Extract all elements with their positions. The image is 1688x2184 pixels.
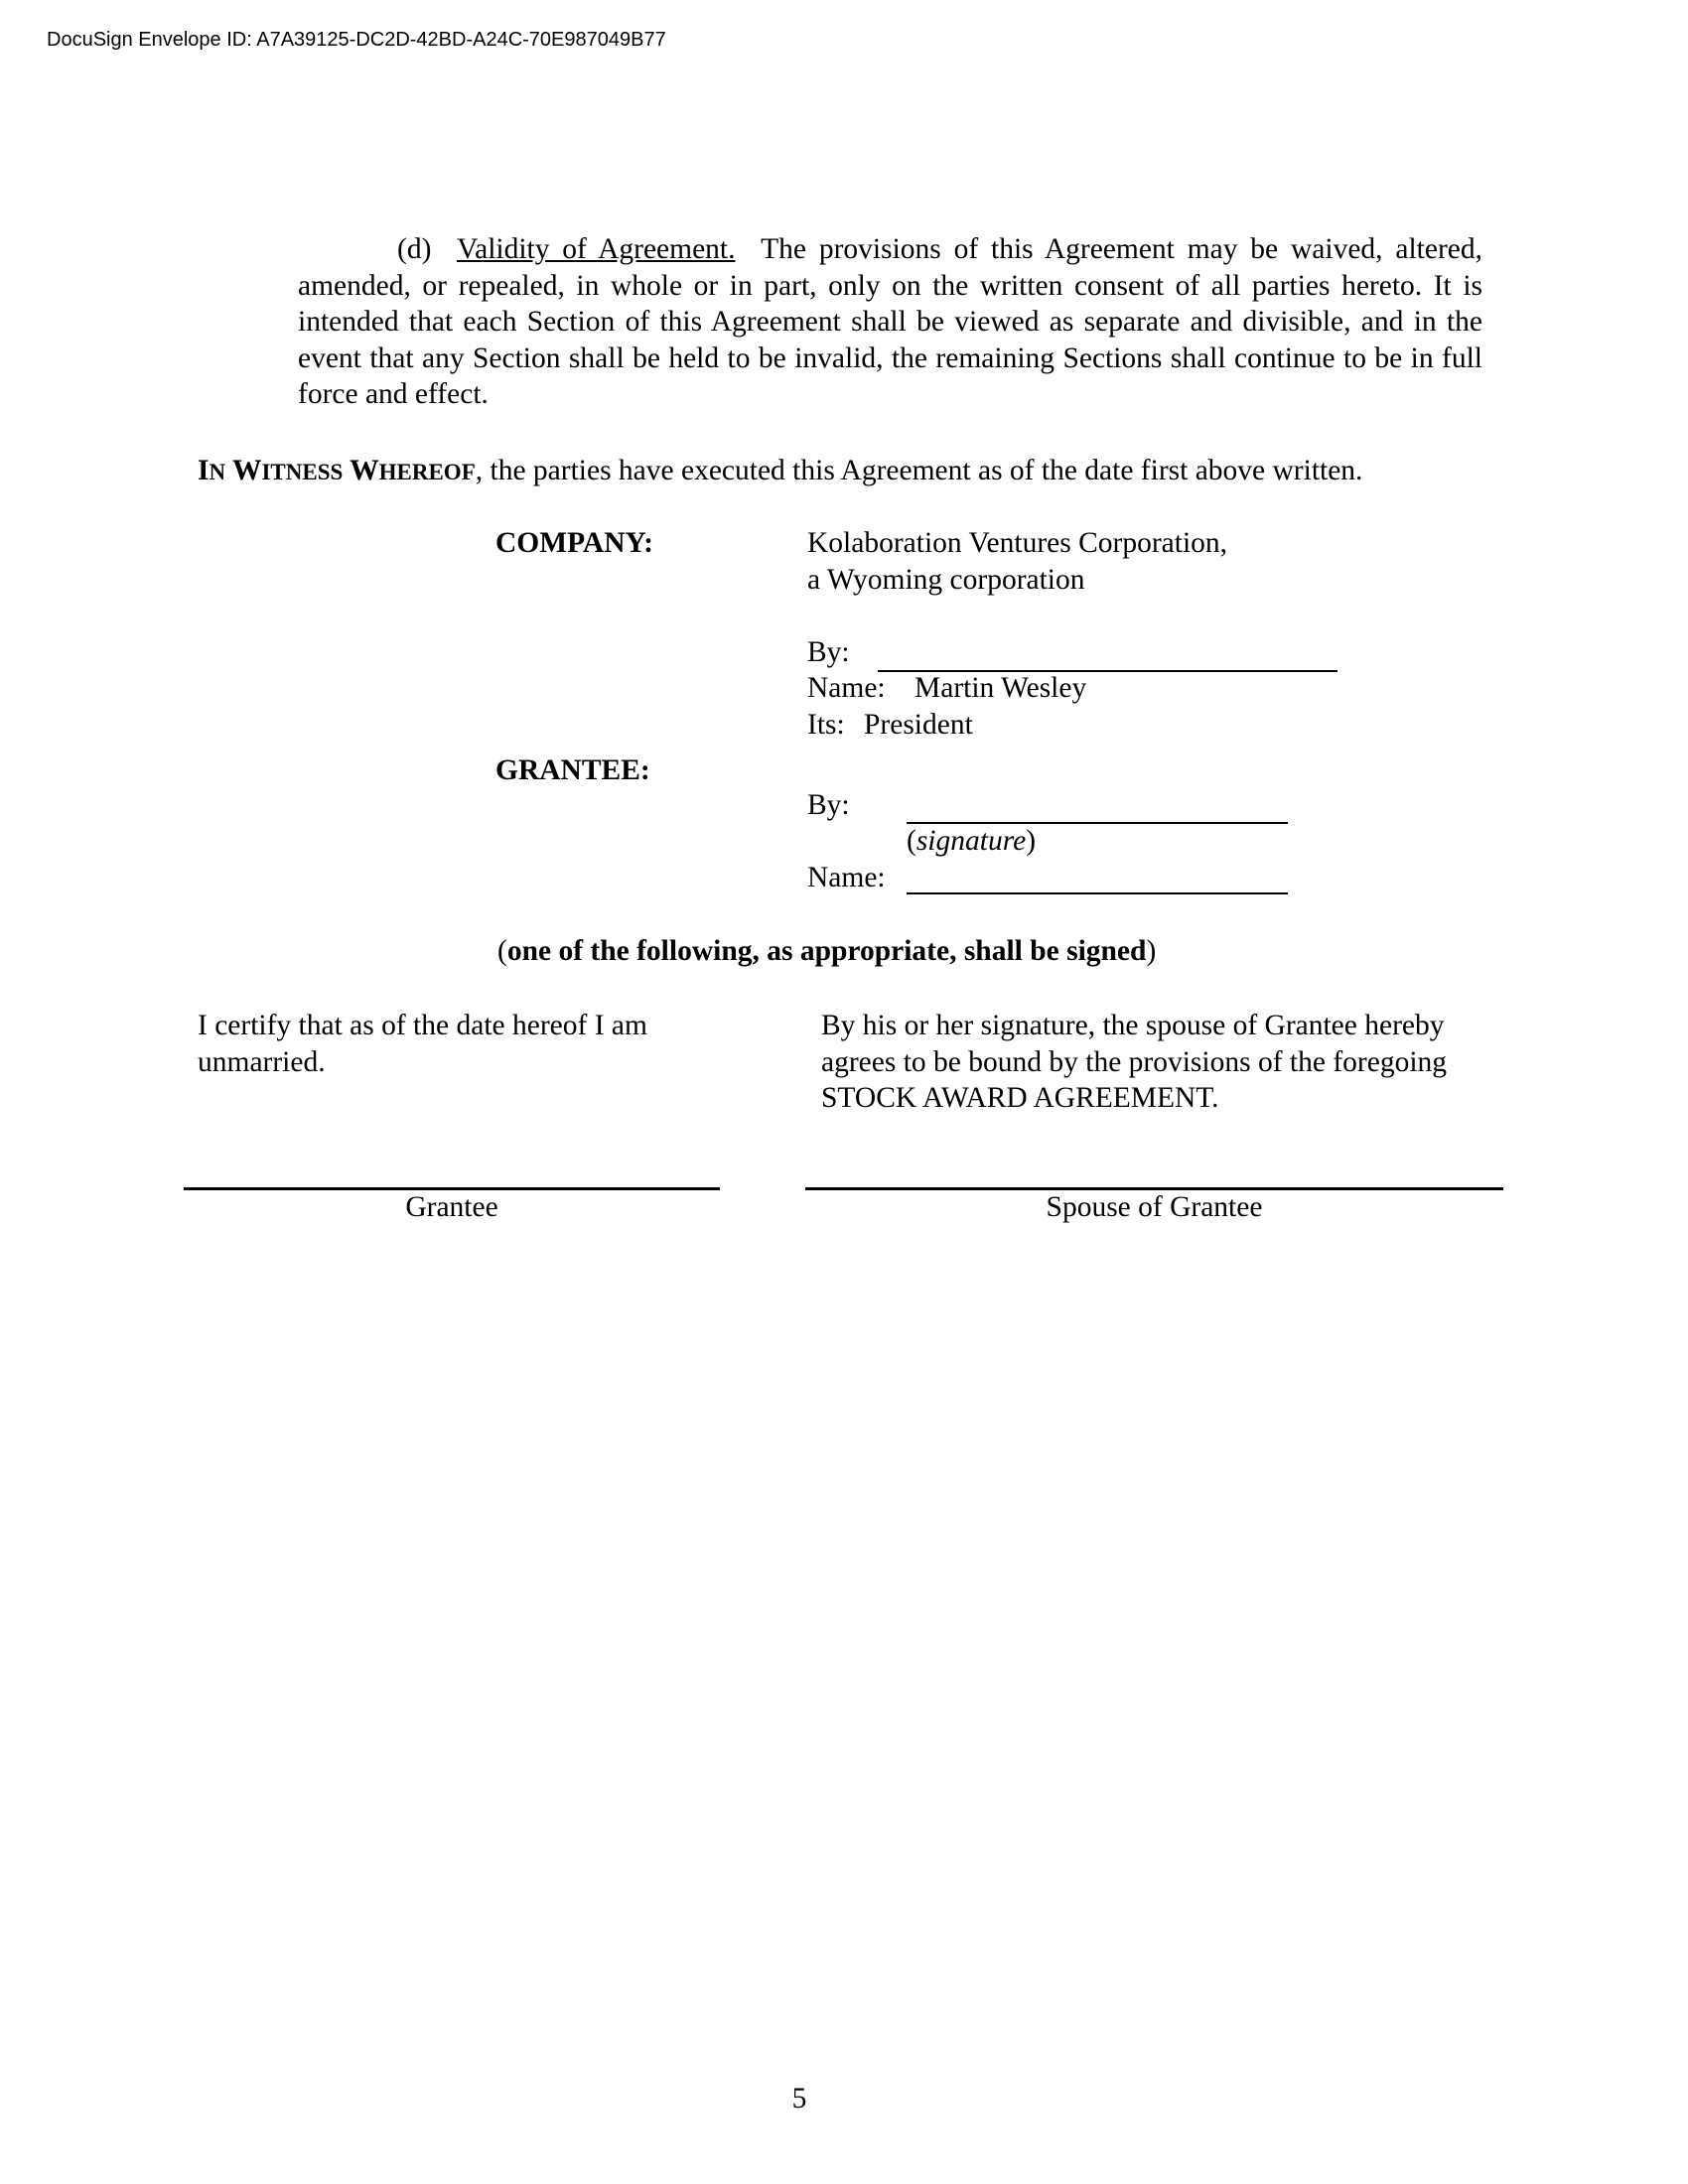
company-label: COMPANY: [495, 527, 653, 559]
company-signer-title: President [864, 709, 973, 741]
grantee-by-label: By: [807, 789, 850, 821]
company-signer-title-label: Its: [807, 709, 845, 741]
company-name: Kolaboration Ventures Corporation, [807, 527, 1228, 559]
witness-text: , the parties have executed this Agreement as of the date first above written. [475, 455, 1363, 486]
spouse-caption: Spouse of Grantee [1046, 1191, 1263, 1223]
section-d-paragraph [298, 231, 1482, 413]
grantee-name-label: Name: [807, 862, 886, 893]
signing-instruction: (one of the following, as appropriate, shall be signed) [497, 935, 1157, 967]
section-d-label: (d) [397, 233, 432, 265]
unmarried-certification: I certify that as of the date hereof I am unmarried. [198, 1010, 647, 1078]
section-d-title: Validity of Agreement. [457, 233, 736, 265]
spouse-consent: By his or her signature, the spouse of Grantee hereby agrees to be bound by the provisions of the foregoing STOCK AWARD AGREEMENT. [821, 1010, 1448, 1114]
docusign-envelope-id: DocuSign Envelope ID: A7A39125-DC2D-42BD-A24C-70E987049B77 [47, 29, 666, 51]
spouse-signature-line[interactable] [805, 1187, 1503, 1190]
grantee-signature-line[interactable] [907, 822, 1288, 824]
page-number: 5 [791, 2083, 807, 2115]
grantee-caption: Grantee [405, 1191, 498, 1223]
company-signer-name-label: Name: [807, 672, 886, 704]
company-description: a Wyoming corporation [807, 564, 1085, 596]
witness-clause [198, 455, 1362, 487]
company-signer-name: Martin Wesley [914, 672, 1087, 704]
grantee-name-line[interactable] [907, 892, 1288, 894]
grantee-label: GRANTEE: [495, 754, 650, 786]
grantee-certification-signature-line[interactable] [184, 1187, 720, 1190]
section-d-body: The provisions of this Agreement may be waived, altered, amended, or repealed, in whole or in part, only on the written consent of all parties hereto. It is intended that each Section of this Agreement shall be viewed as separate and divisible, and in the event that any Section shall be held to be invalid, the remaining Sections shall continue to be in full force and effect. [298, 233, 1482, 410]
company-by-label: By: [807, 636, 850, 668]
witness-heading: IN WITNESS WHEREOF [198, 455, 476, 486]
grantee-signature-note: (signature) [907, 825, 1037, 857]
